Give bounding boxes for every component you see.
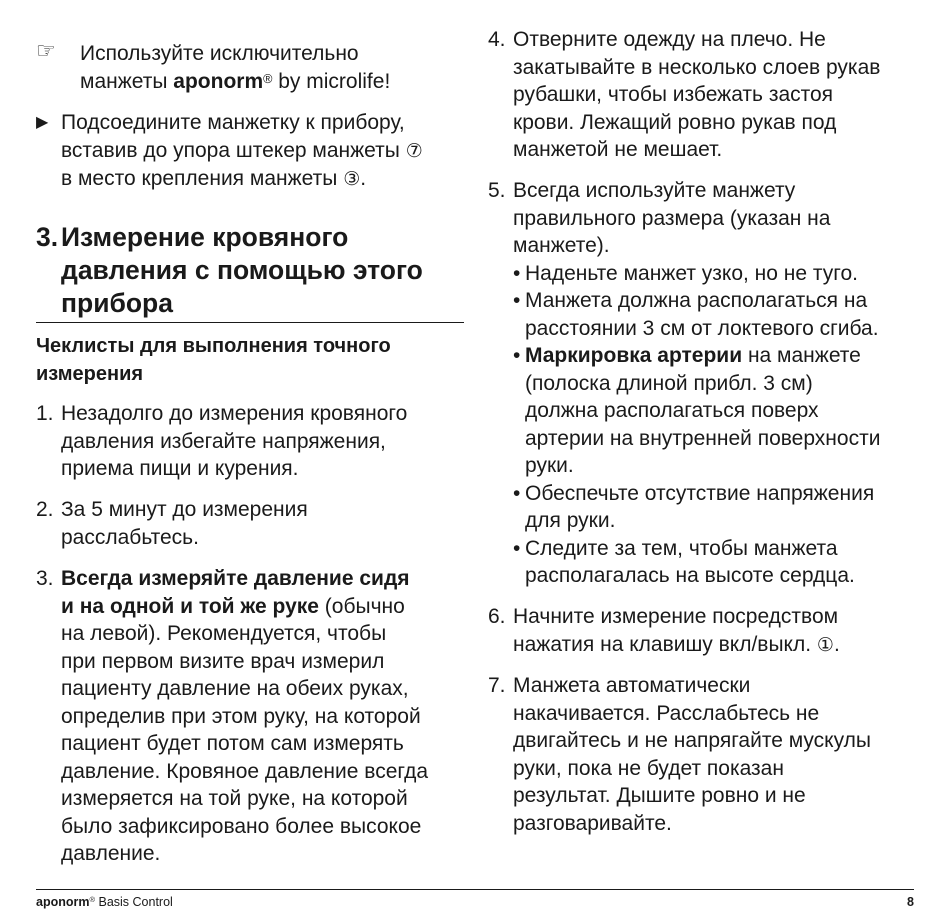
bullet-dot: • [513,289,521,312]
item-line: давления избегайте напряжения, [61,429,386,453]
item-line: Начните измерение посредством [513,605,839,628]
item-line: определив при этом руку, на которой [61,704,421,728]
bullet-dot: • [513,261,521,285]
bullet-item [513,342,880,480]
step-line3: в место крепления манжеты [61,167,344,190]
bullet-dot: • [513,344,521,367]
item-line: руки, пока не будет показан [513,756,784,780]
action-step [36,109,423,194]
list-item-6 [488,603,840,659]
section-title-line3: прибора [61,288,173,318]
item-line: разговаривайте. [513,811,672,835]
bullet-item [513,287,880,342]
footer-brand: aponorm [36,895,90,909]
bullet-line: на манжете [742,344,861,367]
bullet-line: (полоска длиной прибл. 3 см) [525,371,813,395]
step-line3-end: . [360,167,367,190]
item-line: рубашки, чтобы избежать застоя [513,83,834,106]
bullet-bold-text: Маркировка артерии [525,344,743,367]
checklist-subheading [36,333,391,388]
item-line: пациент будет потом сам измерять [61,732,404,755]
page-number: 8 [907,895,914,909]
bullet-line: артерии на внутренней поверхности [525,426,881,450]
section-title-line2: давления с помощью этого [61,255,423,285]
triangle-right-icon: ▶ [36,114,49,131]
item-line: при первом визите врач измерил [61,649,385,673]
step-line1: Подсоедините манжетку к прибору, [61,111,405,134]
hint-reg-mark: ® [263,71,273,86]
list-item-7 [488,672,871,837]
bullet-dot: • [513,536,521,560]
item-line: двигайтесь и не напрягайте мускулы [513,729,871,752]
bullet-dot: • [513,481,521,505]
item-line: Всегда используйте манжету [513,179,796,202]
bullet-line: Следите за тем, чтобы манжета [525,536,838,560]
item-number: 4. [488,28,506,51]
item-line: нажатия на клавишу вкл/выкл. [513,632,817,656]
section-number: 3. [36,222,59,252]
item-line: закатывайте в несколько слоев рукав [513,55,881,79]
footer-divider [36,889,914,890]
bullet-line: Обеспечьте отсутствие напряжения [525,481,875,505]
item-number: 5. [488,179,506,202]
item-line: пациенту давление на обеих руках, [61,677,409,700]
bullet-line: Манжета должна располагаться на [525,289,868,312]
list-item-1 [36,400,407,483]
item-line: манжетой не мешает. [513,138,723,161]
hint-line2-pre: манжеты [80,69,174,93]
section-title-line1: Измерение кровяного [61,222,349,252]
item-line: Отверните одежду на плечо. Не [513,28,826,51]
ref-3: ③ [343,168,361,190]
item-line-end: . [833,632,840,656]
section-divider [36,322,464,323]
footer-reg-mark: ® [89,895,96,904]
bullet-line: руки. [525,454,574,477]
bullet-item [513,480,880,535]
section-heading [36,221,464,320]
item-line: приема пищи и курения. [61,457,299,480]
bullet-line: для руки. [525,509,616,532]
item-line: крови. Лежащий ровно рукав под [513,110,837,134]
list-item-4 [488,26,880,164]
item-line: расслабьтесь. [61,525,199,549]
item-number: 1. [36,402,54,425]
item-line: Манжета автоматически [513,674,751,697]
item-line: измеряется на той руке, на которой [61,787,408,810]
item-line: (обычно [318,594,405,618]
item-bold-text: Всегда измеряйте давление сидя [61,567,410,590]
item-line: правильного размера (указан на [513,206,831,230]
item-line: было зафиксировано более высокое [61,814,422,838]
item-line: давление. [61,842,161,865]
item-line: на левой). Рекомендуется, чтобы [61,622,387,645]
item-number: 2. [36,498,54,521]
bullet-line: должна располагаться поверх [525,399,819,422]
bullet-line: расстоянии 3 см от локтевого сгиба. [525,316,879,340]
item-line: результат. Дышите ровно и не [513,784,806,807]
hint-note [36,40,390,95]
item-line: накачивается. Расслабьтесь не [513,701,820,725]
hint-brand: aponorm [173,69,264,93]
item-line: Незадолго до измерения кровяного [61,402,408,425]
item-number: 3. [36,567,54,590]
ref-7: ⑦ [405,139,423,162]
subheading-line1: Чеклисты для выполнения точного [36,335,391,357]
item-number: 7. [488,674,506,697]
bullet-line: располагалась на высоте сердца. [525,564,855,587]
item-line: манжете). [513,234,610,257]
bullet-item [513,535,880,590]
page-footer [36,894,914,910]
bullet-line: Наденьте манжет узко, но не туго. [525,261,858,285]
hint-line1: Используйте исключительно [80,42,359,65]
subheading-line2: измерения [36,362,144,385]
item-bold-text: и на одной и той же руке [61,594,319,618]
step-line2: вставив до упора штекер манжеты [61,138,406,162]
list-item-3 [36,565,428,868]
bullet-item [513,260,880,288]
ref-1: ① [816,633,834,656]
item-line: За 5 минут до измерения [61,498,308,521]
list-item-5 [488,177,880,590]
item-line: давление. Кровяное давление всегда [61,759,429,783]
hint-line2-post: by microlife! [272,69,391,93]
pointing-hand-icon: ☞ [36,38,56,63]
list-item-2 [36,496,308,551]
footer-model: Basis Control [95,895,173,909]
item-number: 6. [488,605,506,628]
